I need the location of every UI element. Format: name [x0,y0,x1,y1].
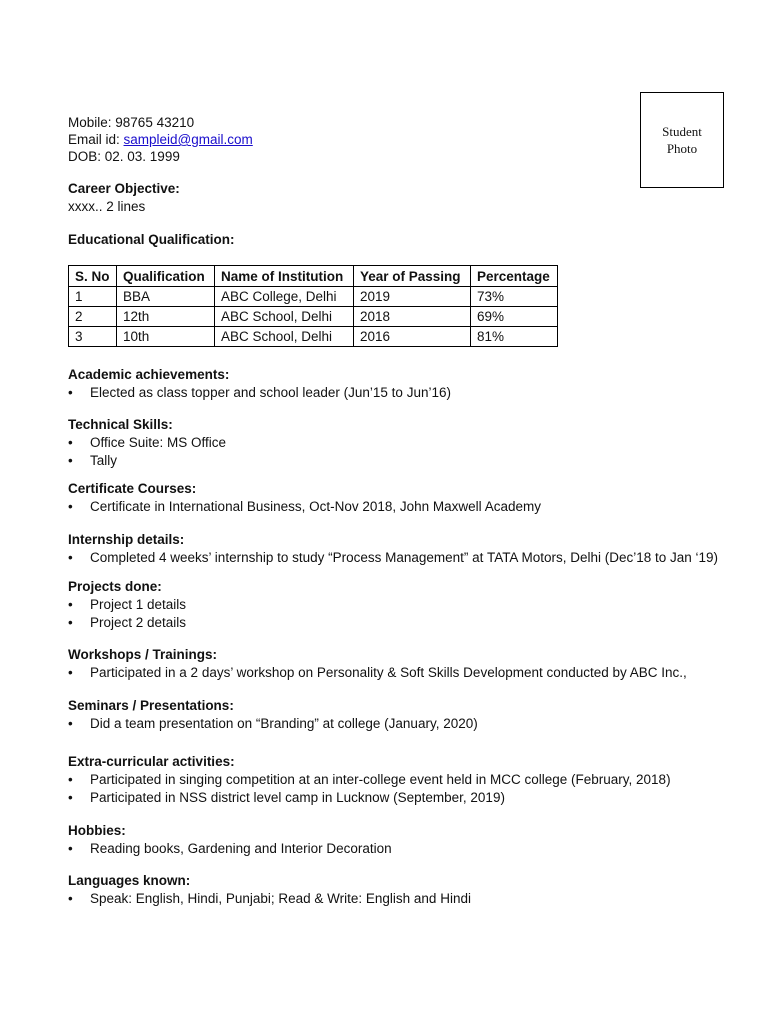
table-cell: 81% [471,327,558,347]
table-cell: 2016 [354,327,471,347]
list-item: • Participated in NSS district level camp in Lucknow (September, 2019) [68,789,671,807]
seminars-section [68,697,478,733]
list-item: • Reading books, Gardening and Interior Decoration [68,840,392,858]
email-line [68,131,253,148]
hobbies-section [68,822,392,858]
table-cell: ABC School, Delhi [215,327,354,347]
academic-heading: Academic achievements: [68,367,230,382]
projects-section [68,578,186,632]
email-label: Email id: [68,132,124,147]
table-cell: 1 [69,287,117,307]
table-cell: 10th [117,327,215,347]
internship-section [68,531,718,567]
mobile-value: 98765 43210 [115,115,195,130]
internship-heading: Internship details: [68,532,185,547]
dob-label: DOB: [68,149,105,164]
table-cell: BBA [117,287,215,307]
career-objective-heading: Career Objective: [68,181,180,196]
table-cell: 3 [69,327,117,347]
column-header: Percentage [471,266,558,287]
table-cell: 2 [69,307,117,327]
technical-skills-heading: Technical Skills: [68,417,173,432]
career-objective-text: xxxx.. 2 lines [68,199,146,214]
photo-label-line2: Photo [666,141,698,156]
table-cell: 12th [117,307,215,327]
mobile-line [68,114,253,131]
table-cell: 69% [471,307,558,327]
extracurricular-section [68,753,671,807]
languages-section [68,872,471,908]
table-cell: ABC College, Delhi [215,287,354,307]
list-item: • Completed 4 weeks’ internship to study “Process Management” at TATA Motors, Delhi (Dec’18 to Jan ‘19) [68,549,718,567]
list-item: • Project 2 details [68,614,186,632]
table-cell: 2018 [354,307,471,327]
education-table [68,265,558,347]
list-item: • Tally [68,452,226,470]
list-item: • Certificate in International Business, Oct-Nov 2018, John Maxwell Academy [68,498,541,516]
column-header: Name of Institution [215,266,354,287]
table-cell: ABC School, Delhi [215,307,354,327]
table-row [69,287,558,307]
list-item: • Office Suite: MS Office [68,434,226,452]
dob-value: 02. 03. 1999 [104,149,180,164]
list-item: • Participated in singing competition at an inter-college event held in MCC college (February, 2018) [68,771,671,789]
table-row [69,327,558,347]
table-header-row [69,266,558,287]
seminars-heading: Seminars / Presentations: [68,698,234,713]
contact-block [68,114,253,165]
column-header: Year of Passing [354,266,471,287]
hobbies-heading: Hobbies: [68,823,126,838]
column-header: Qualification [117,266,215,287]
email-link[interactable]: sampleid@gmail.com [123,132,253,147]
academic-section [68,366,451,402]
languages-heading: Languages known: [68,873,191,888]
mobile-label: Mobile: [68,115,116,130]
technical-skills-section [68,416,226,470]
column-header: S. No [69,266,117,287]
extracurricular-heading: Extra-curricular activities: [68,754,235,769]
workshops-section [68,646,687,682]
certificate-section [68,480,541,516]
table-cell: 2019 [354,287,471,307]
photo-label-line1: Student [662,124,702,139]
table-row [69,307,558,327]
table-cell: 73% [471,287,558,307]
education-heading: Educational Qualification: [68,232,235,247]
list-item: • Speak: English, Hindi, Punjabi; Read & Write: English and Hindi [68,890,471,908]
list-item: • Elected as class topper and school leader (Jun’15 to Jun’16) [68,384,451,402]
student-photo-placeholder [640,92,724,188]
education-section [68,231,235,249]
career-objective-section [68,180,180,216]
workshops-heading: Workshops / Trainings: [68,647,218,662]
projects-heading: Projects done: [68,579,162,594]
list-item: • Participated in a 2 days’ workshop on Personality & Soft Skills Development conducted by ABC Inc., [68,664,687,682]
dob-line [68,148,253,165]
certificate-heading: Certificate Courses: [68,481,197,496]
list-item: • Project 1 details [68,596,186,614]
list-item: • Did a team presentation on “Branding” at college (January, 2020) [68,715,478,733]
